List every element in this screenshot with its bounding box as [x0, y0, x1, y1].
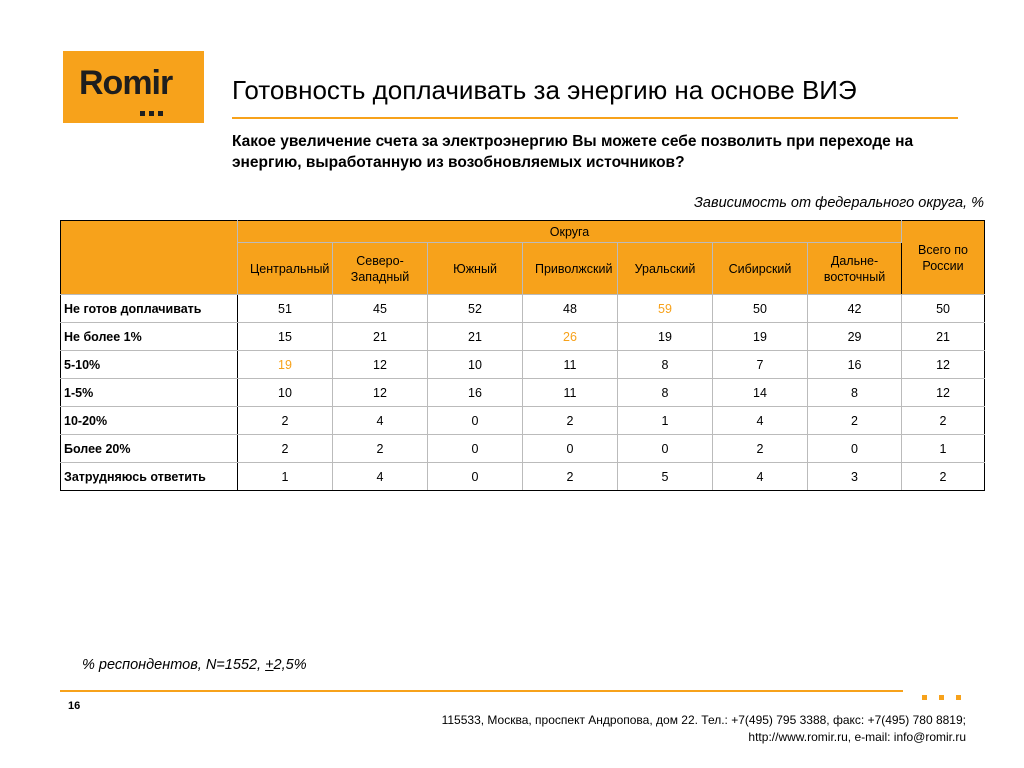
value-cell: 12: [333, 351, 428, 379]
value-cell: 0: [428, 435, 523, 463]
corner-cell: [61, 221, 238, 295]
footer-divider: [60, 690, 903, 692]
value-cell: 21: [428, 323, 523, 351]
table-row: [61, 463, 985, 491]
column-header: [713, 243, 808, 295]
value-cell: 14: [713, 379, 808, 407]
value-cell: 10: [238, 379, 333, 407]
value-cell: 2: [238, 407, 333, 435]
value-cell: 4: [333, 463, 428, 491]
value-cell: 8: [808, 379, 902, 407]
total-cell: 12: [902, 379, 985, 407]
value-cell: 15: [238, 323, 333, 351]
row-label: 5-10%: [61, 351, 238, 379]
value-cell: 16: [428, 379, 523, 407]
romir-logo: [63, 51, 204, 123]
total-cell: 21: [902, 323, 985, 351]
column-header-label: Сибирский: [728, 261, 792, 276]
value-cell: 8: [618, 379, 713, 407]
value-cell: 59: [618, 295, 713, 323]
column-header-label: Южный: [453, 261, 497, 276]
column-header-label: Приволжский: [535, 261, 613, 276]
table-row: [61, 351, 985, 379]
value-cell: 2: [523, 407, 618, 435]
table-row: [61, 435, 985, 463]
value-cell: 2: [238, 435, 333, 463]
value-cell: 50: [713, 295, 808, 323]
note-suffix: 2,5%: [273, 657, 307, 673]
total-cell: 12: [902, 351, 985, 379]
table-row: [61, 323, 985, 351]
table-row: [61, 295, 985, 323]
value-cell: 51: [238, 295, 333, 323]
row-label: 10-20%: [61, 407, 238, 435]
value-cell: 2: [523, 463, 618, 491]
value-cell: 19: [713, 323, 808, 351]
value-cell: 2: [713, 435, 808, 463]
value-cell: 0: [428, 407, 523, 435]
table-subtitle: Зависимость от федерального округа, %: [694, 195, 984, 211]
footer-dots: [922, 687, 973, 705]
value-cell: 16: [808, 351, 902, 379]
value-cell: 12: [333, 379, 428, 407]
column-header-label: Северо-Западный: [350, 253, 410, 284]
column-header: [238, 243, 333, 295]
column-header: [333, 243, 428, 295]
value-cell: 11: [523, 379, 618, 407]
value-cell: 21: [333, 323, 428, 351]
value-cell: 7: [713, 351, 808, 379]
total-cell: 50: [902, 295, 985, 323]
column-header: [523, 243, 618, 295]
row-label: Затрудняюсь ответить: [61, 463, 238, 491]
total-cell: 1: [902, 435, 985, 463]
value-cell: 5: [618, 463, 713, 491]
value-cell: 4: [713, 407, 808, 435]
row-label: Не готов доплачивать: [61, 295, 238, 323]
value-cell: 42: [808, 295, 902, 323]
value-cell: 19: [238, 351, 333, 379]
value-cell: 3: [808, 463, 902, 491]
column-header-label: Уральский: [634, 261, 696, 276]
value-cell: 52: [428, 295, 523, 323]
row-label: 1-5%: [61, 379, 238, 407]
logo-text: Romir: [79, 64, 173, 102]
value-cell: 29: [808, 323, 902, 351]
title-divider: [232, 117, 958, 119]
value-cell: 10: [428, 351, 523, 379]
results-table: [60, 220, 985, 491]
column-header-label: Дальне-восточный: [823, 253, 886, 284]
row-label: Более 20%: [61, 435, 238, 463]
sample-note: [82, 657, 307, 673]
value-cell: 2: [808, 407, 902, 435]
address-line-1: 115533, Москва, проспект Андропова, дом 22. Тел.: +7(495) 795 3388, факс: +7(495) 780 8819;: [441, 713, 966, 727]
column-header: [428, 243, 523, 295]
table-row: [61, 407, 985, 435]
page-title: Готовность доплачивать за энергию на основе ВИЭ: [232, 75, 857, 105]
value-cell: 48: [523, 295, 618, 323]
value-cell: 1: [238, 463, 333, 491]
column-header: [618, 243, 713, 295]
column-header: [808, 243, 902, 295]
note-plus-minus: +: [265, 657, 274, 673]
value-cell: 4: [713, 463, 808, 491]
value-cell: 0: [428, 463, 523, 491]
table-row: [61, 379, 985, 407]
total-cell: 2: [902, 463, 985, 491]
total-header-label: Всего по России: [918, 242, 969, 273]
value-cell: 2: [333, 435, 428, 463]
contact-address: [442, 712, 966, 746]
value-cell: 8: [618, 351, 713, 379]
value-cell: 45: [333, 295, 428, 323]
logo-dots: [140, 103, 167, 121]
total-cell: 2: [902, 407, 985, 435]
value-cell: 0: [523, 435, 618, 463]
value-cell: 1: [618, 407, 713, 435]
value-cell: 19: [618, 323, 713, 351]
total-header: [902, 221, 985, 295]
value-cell: 4: [333, 407, 428, 435]
note-prefix: % респондентов, N=1552,: [82, 657, 266, 673]
value-cell: 26: [523, 323, 618, 351]
page-number: 16: [68, 700, 81, 712]
value-cell: 11: [523, 351, 618, 379]
address-line-2: http://www.romir.ru, e-mail: info@romir.ru: [748, 730, 966, 744]
survey-question: Какое увеличение счета за электроэнергию Вы можете себе позволить при переходе на энергию, выработанную из возобновляемых источников?: [232, 133, 914, 171]
group-header: Округа: [238, 221, 902, 243]
value-cell: 0: [618, 435, 713, 463]
row-label: Не более 1%: [61, 323, 238, 351]
value-cell: 0: [808, 435, 902, 463]
column-header-label: Центральный: [250, 261, 330, 276]
